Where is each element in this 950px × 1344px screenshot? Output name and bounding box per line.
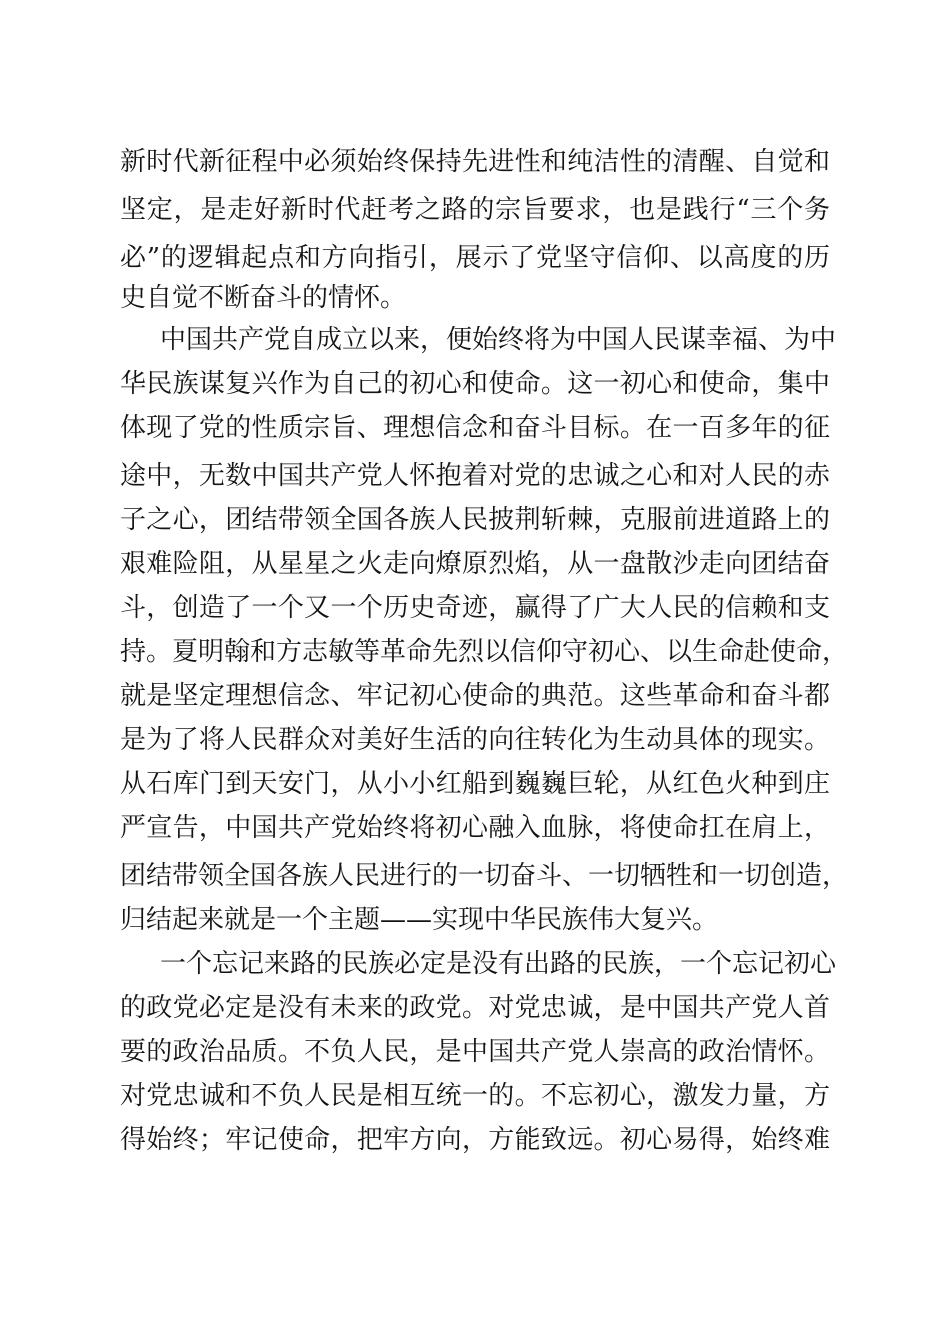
text-line: 从石库门到天安门，从小小红船到巍巍巨轮，从红色火种到庄 bbox=[120, 769, 830, 799]
text-line: 要的政治品质。不负人民，是中国共产党人崇高的政治情怀。 bbox=[120, 1037, 830, 1067]
text-line: 团结带领全国各族人民进行的一切奋斗、一切牺牲和一切创造， bbox=[120, 861, 849, 891]
text-line: 严宣告，中国共产党始终将初心融入血脉，将使命扛在肩上， bbox=[120, 813, 830, 843]
text-line: 子之心，团结带领全国各族人民披荆斩棘，克服前进道路上的 bbox=[120, 505, 830, 535]
text-line: 途中，无数中国共产党人怀抱着对党的忠诚之心和对人民的赤 bbox=[120, 461, 830, 491]
text-line: 斗，创造了一个又一个历史奇迹，赢得了广大人民的信赖和支 bbox=[120, 593, 830, 623]
text-line: 坚定，是走好新时代赶考之路的宗旨要求，也是践行“三个务 bbox=[120, 195, 830, 225]
text-line: 是为了将人民群众对美好生活的向往转化为生动具体的现实。 bbox=[120, 725, 830, 755]
text-line: 对党忠诚和不负人民是相互统一的。不忘初心，激发力量，方 bbox=[120, 1081, 830, 1111]
text-line: 新时代新征程中必须始终保持先进性和纯洁性的清醒、自觉和 bbox=[120, 147, 830, 177]
text-line: 史自觉不断奋斗的情怀。 bbox=[120, 283, 407, 313]
text-line: 中国共产党自成立以来，便始终将为中国人民谋幸福、为中 bbox=[160, 325, 837, 355]
text-line: 就是坚定理想信念、牢记初心使命的典范。这些革命和奋斗都 bbox=[120, 681, 830, 711]
text-line: 华民族谋复兴作为自己的初心和使命。这一初心和使命，集中 bbox=[120, 369, 830, 399]
text-line: 的政党必定是没有未来的政党。对党忠诚，是中国共产党人首 bbox=[120, 993, 830, 1023]
text-line: 必”的逻辑起点和方向指引，展示了党坚守信仰、以高度的历 bbox=[120, 243, 830, 273]
text-line: 体现了党的性质宗旨、理想信念和奋斗目标。在一百多年的征 bbox=[120, 413, 830, 443]
text-line: 艰难险阻，从星星之火走向燎原烈焰，从一盘散沙走向团结奋 bbox=[120, 549, 830, 579]
text-line: 归结起来就是一个主题——实现中华民族伟大复兴。 bbox=[120, 905, 719, 935]
text-line: 得始终；牢记使命，把牢方向，方能致远。初心易得，始终难 bbox=[120, 1125, 830, 1155]
text-line: 持。夏明翰和方志敏等革命先烈以信仰守初心、以生命赴使命， bbox=[120, 637, 849, 667]
text-line: 一个忘记来路的民族必定是没有出路的民族，一个忘记初心 bbox=[160, 949, 837, 979]
